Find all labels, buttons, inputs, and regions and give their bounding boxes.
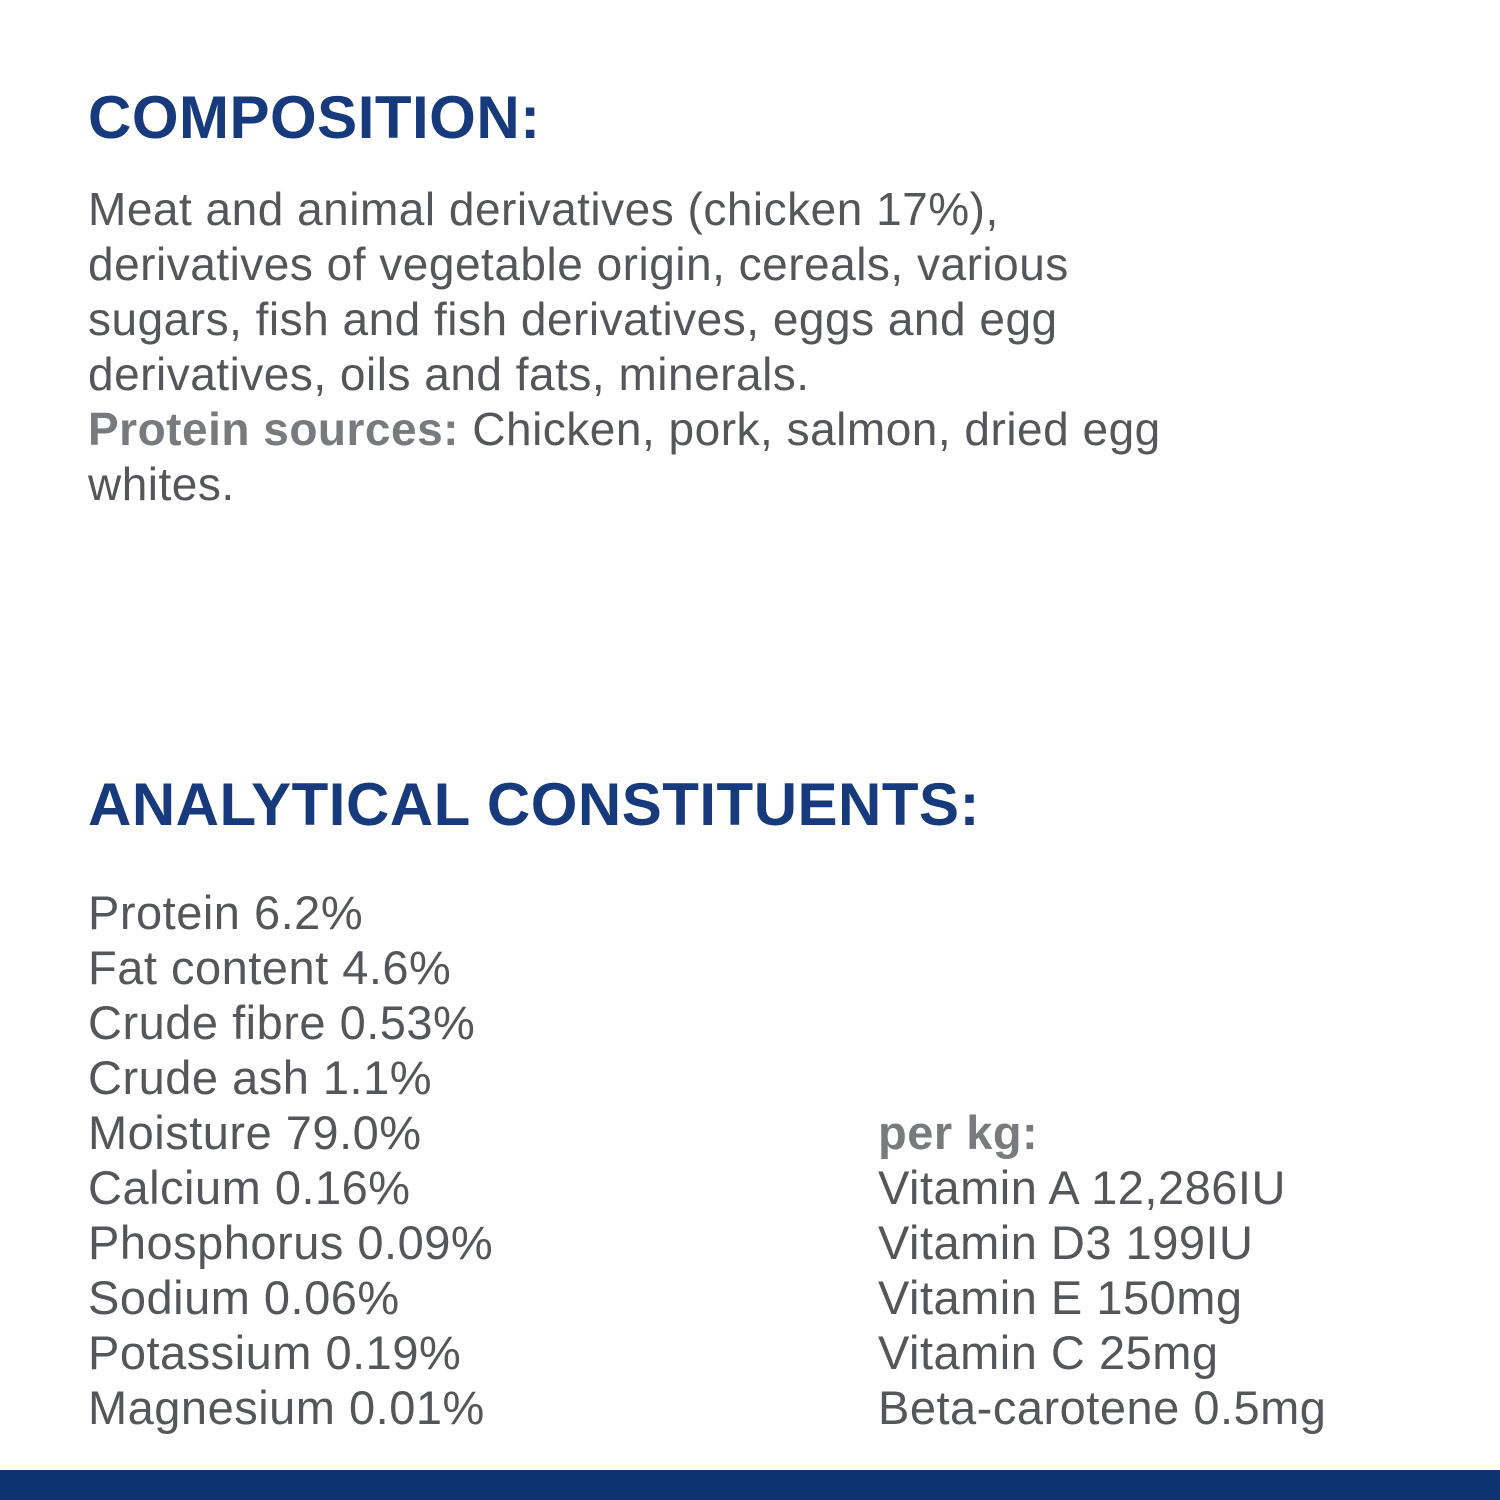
text-line: whites.	[88, 458, 235, 510]
constituent-row	[88, 1105, 493, 1160]
constituent-value: 150mg	[1096, 1271, 1243, 1324]
composition-text	[88, 182, 1161, 512]
protein-sources-text: Chicken, pork, salmon, dried egg	[459, 403, 1161, 455]
constituent-row	[88, 1050, 493, 1105]
constituent-value: 0.16%	[274, 1161, 411, 1214]
constituent-row	[88, 940, 493, 995]
constituent-row	[878, 1160, 1326, 1215]
constituent-value: 12,286IU	[1091, 1161, 1286, 1214]
constituent-name: Vitamin E	[878, 1271, 1083, 1324]
constituent-row	[878, 1380, 1326, 1435]
footer-accent-bar	[0, 1470, 1500, 1500]
constituent-name: Vitamin A	[878, 1161, 1078, 1214]
constituent-value: 6.2%	[253, 886, 364, 939]
constituent-value: 0.19%	[325, 1326, 462, 1379]
constituent-name: Calcium	[88, 1161, 262, 1214]
text-line: derivatives, oils and fats, minerals.	[88, 348, 810, 400]
constituent-name: Phosphorus	[88, 1216, 344, 1269]
constituent-value: 199IU	[1125, 1216, 1254, 1269]
per-kg-label: per kg:	[878, 1106, 1039, 1159]
text-line: Meat and animal derivatives (chicken 17%),	[88, 183, 999, 235]
constituent-name: Magnesium	[88, 1381, 336, 1434]
constituent-row	[88, 995, 493, 1050]
constituents-right-column	[878, 1105, 1326, 1435]
constituent-name: Vitamin C	[878, 1326, 1086, 1379]
constituents-left-column	[88, 885, 493, 1435]
constituent-name: Fat content	[88, 941, 329, 994]
constituent-row	[88, 885, 493, 940]
constituent-value: 0.09%	[357, 1216, 494, 1269]
constituent-row	[88, 1215, 493, 1270]
constituent-name: Crude fibre	[88, 996, 326, 1049]
constituent-row	[88, 1160, 493, 1215]
protein-sources-label: Protein sources:	[88, 403, 459, 455]
constituent-value: 0.06%	[263, 1271, 400, 1324]
constituent-name: Protein	[88, 886, 241, 939]
constituent-value: 4.6%	[342, 941, 452, 994]
constituent-name: Sodium	[88, 1271, 251, 1324]
constituent-value: 0.01%	[349, 1381, 485, 1434]
constituent-value: 25mg	[1098, 1326, 1219, 1379]
constituent-name: Vitamin D3	[878, 1216, 1113, 1269]
constituent-name: Crude ash	[88, 1051, 310, 1104]
constituent-name: Moisture	[88, 1106, 273, 1159]
constituent-value: 0.5mg	[1193, 1381, 1327, 1434]
constituent-row	[88, 1380, 493, 1435]
constituent-name: Potassium	[88, 1326, 312, 1379]
constituent-value: 79.0%	[285, 1106, 422, 1159]
constituent-row	[88, 1325, 493, 1380]
text-line	[88, 402, 1161, 457]
constituent-value: 0.53%	[339, 996, 476, 1049]
constituent-row	[878, 1325, 1326, 1380]
text-line: sugars, fish and fish derivatives, eggs and egg	[88, 293, 1058, 345]
text-line: derivatives of vegetable origin, cereals, various	[88, 238, 1069, 290]
constituent-value: 1.1%	[322, 1051, 433, 1104]
constituent-row	[878, 1215, 1326, 1270]
constituent-name: Beta-carotene	[878, 1381, 1180, 1434]
composition-heading: COMPOSITION:	[88, 84, 541, 151]
analytical-constituents-heading: ANALYTICAL CONSTITUENTS:	[88, 771, 981, 838]
constituent-row	[88, 1270, 493, 1325]
constituent-row	[878, 1270, 1326, 1325]
